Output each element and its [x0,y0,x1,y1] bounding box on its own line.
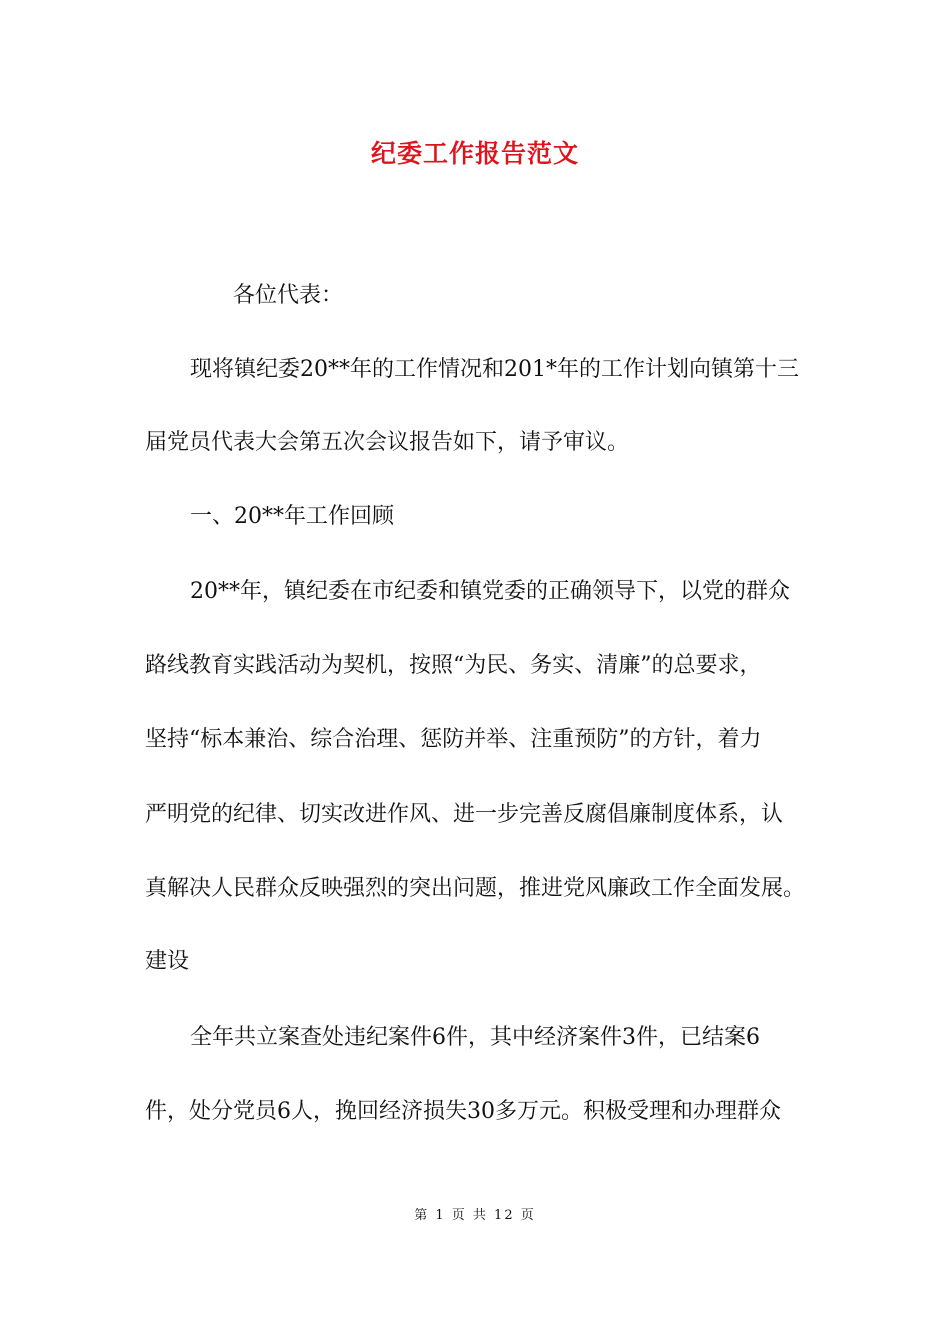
paragraph-line: 现将镇纪委20**年的工作情况和201*年的工作计划向镇第十三 [190,357,799,382]
salutation: 各位代表： [233,283,344,308]
paragraph-line: 坚持“标本兼治、综合治理、惩防并举、注重预防”的方针，着力 [145,727,762,752]
section-heading: 一、20**年工作回顾 [190,504,394,529]
paragraph-line: 全年共立案查处违纪案件6件，其中经济案件3件，已结案6 [190,1025,760,1050]
paragraph-line: 20**年，镇纪委在市纪委和镇党委的正确领导下，以党的群众 [190,579,790,604]
page-number-footer: 第 1 页 共 12 页 [414,1208,536,1223]
paragraph-line: 路线教育实践活动为契机，按照“为民、务实、清廉”的总要求， [145,653,762,678]
paragraph-line: 严明党的纪律、切实改进作风、进一步完善反腐倡廉制度体系，认 [145,802,784,827]
paragraph-line: 件，处分党员6人，挽回经济损失30多万元。积极受理和办理群众 [145,1099,781,1124]
paragraph-line: 真解决人民群众反映强烈的突出问题，推进党风廉政工作全面发展。 [145,876,806,901]
paragraph-line: 建设 [145,949,190,974]
paragraph-line: 届党员代表大会第五次会议报告如下，请予审议。 [145,430,630,455]
document-title: 纪委工作报告范文 [370,139,579,168]
